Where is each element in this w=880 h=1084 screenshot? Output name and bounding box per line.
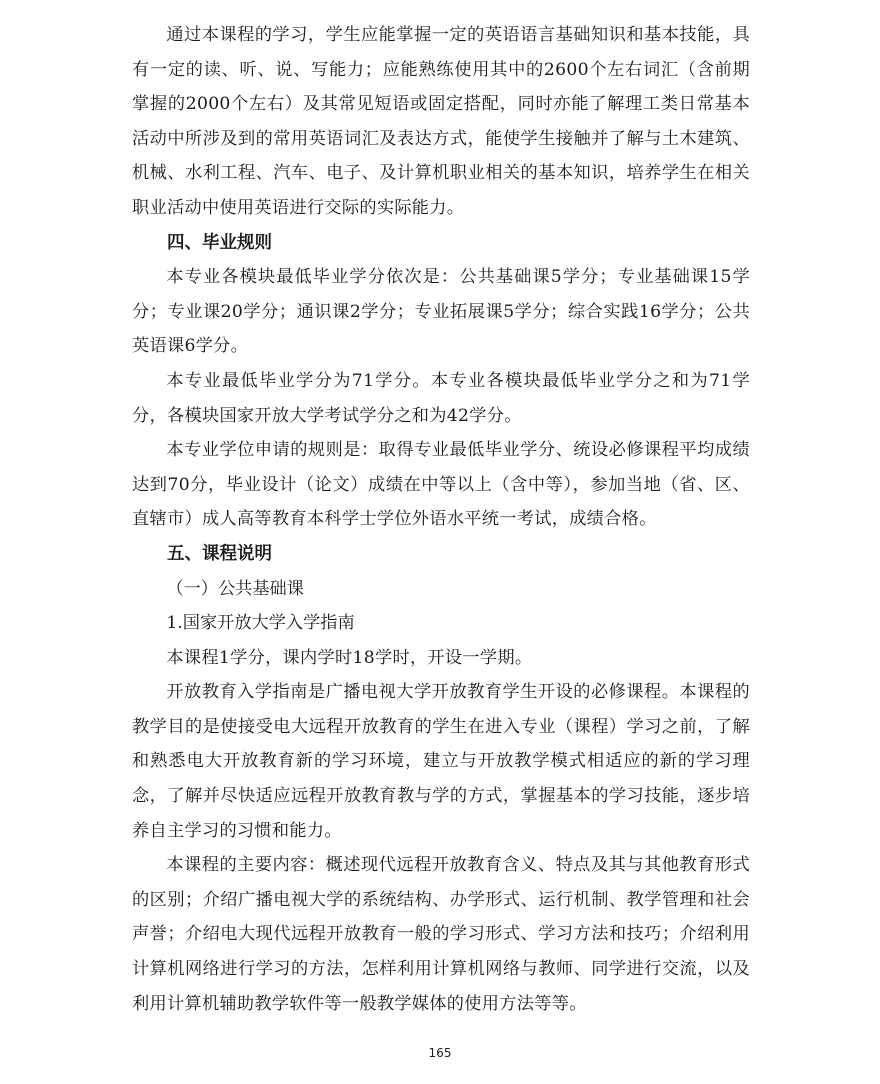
section-heading-course-description: 五、课程说明 xyxy=(167,543,272,564)
subsection-heading-public-basics: （一）公共基础课 xyxy=(166,578,304,599)
page-number: 165 xyxy=(428,1046,452,1060)
course-title-enrollment-guide: 1.国家开放大学入学指南 xyxy=(166,613,355,634)
paragraph-degree-rules: 本专业学位申请的规则是：取得专业最低毕业学分、统设必修课程平均成绩达到70分，毕业设计（论文）成绩在中等以上（含中等），参加当地（省、区、直辖市）成人高等教育本科学士学位外语水平统一考试，成绩合格。 xyxy=(132,440,750,530)
section-heading-graduation-rules: 四、毕业规则 xyxy=(167,232,272,253)
paragraph-minimum-credits: 本专业最低毕业学分为71学分。本专业各模块最低毕业学分之和为71学分，各模块国家开放大学考试学分之和为42学分。 xyxy=(132,370,750,426)
paragraph-module-credits: 本专业各模块最低毕业学分依次是：公共基础课5学分；专业基础课15学分；专业课20学分；通识课2学分；专业拓展课5学分；综合实践16学分；公共英语课6学分。 xyxy=(132,267,750,357)
paragraph-course-purpose: 开放教育入学指南是广播电视大学开放教育学生开设的必修课程。本课程的教学目的是使接受电大远程开放教育的学生在进入专业（课程）学习之前，了解和熟悉电大开放教育新的学习环境，建立与开放教学模式相适应的新的学习理念，了解并尽快适应远程开放教育教与学的方式，掌握基本的学习技能，逐步培养自主学习的习惯和能力。 xyxy=(132,682,750,841)
paragraph-course-goals: 通过本课程的学习，学生应能掌握一定的英语语言基础知识和基本技能，具有一定的读、听、说、写能力；应能熟练使用其中的2600个左右词汇（含前期掌握的2000个左右）及其常见短语或固定搭配，同时亦能了解理工类日常基本活动中所涉及到的常用英语词汇及表达方式，能使学生接触并了解与土木建筑、机械、水利工程、汽车、电子、及计算机职业相关的基本知识，培养学生在相关职业活动中使用英语进行交际的实际能力。 xyxy=(132,25,750,218)
page-content xyxy=(132,18,750,1021)
paragraph-course-hours: 本课程1学分，课内学时18学时，开设一学期。 xyxy=(166,647,533,668)
paragraph-course-content: 本课程的主要内容：概述现代远程开放教育含义、特点及其与其他教育形式的区别；介绍广播电视大学的系统结构、办学形式、运行机制、教学管理和社会声誉；介绍电大现代远程开放教育一般的学习形式、学习方法和技巧；介绍利用计算机网络进行学习的方法，怎样利用计算机网络与教师、同学进行交流，以及利用计算机辅助教学软件等一般教学媒体的使用方法等等。 xyxy=(132,855,750,1014)
